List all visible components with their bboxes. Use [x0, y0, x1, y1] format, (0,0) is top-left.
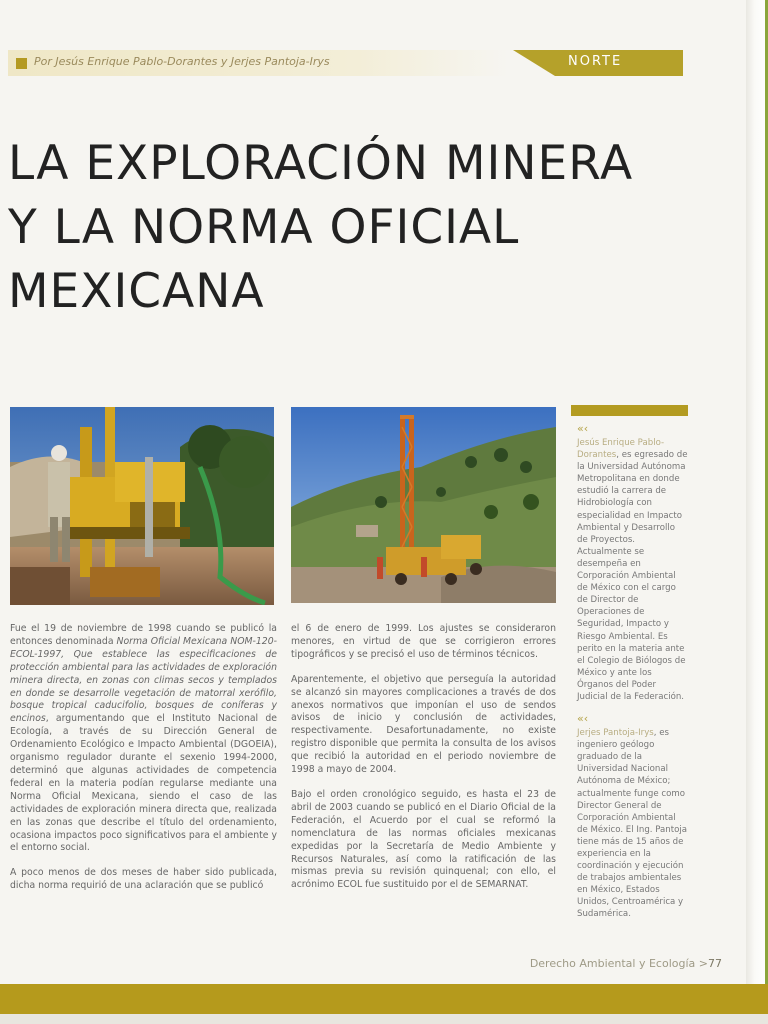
title-line-2: Y LA NORMA OFICIAL	[8, 200, 520, 255]
author-1-name: Jesús Enrique Pablo-Dorantes	[577, 438, 665, 461]
photo-drilling-rig	[10, 407, 274, 605]
author-2-name: Jerjes Pantoja-Irys	[577, 728, 654, 739]
author-sidebar	[571, 405, 688, 931]
byline: Por Jesús Enrique Pablo-Dorantes y Jerjes Pantoja-Irys	[34, 55, 330, 68]
article-column-1	[10, 623, 277, 905]
title-line-3: MEXICANA	[8, 264, 265, 319]
article-paragraph-3: el 6 de enero de 1999. Los ajustes se consideraron menores, en virtud de que se corrigieron errores tipográficos y se precisó el uso de términos técnicos.	[291, 623, 556, 660]
page-footer	[530, 957, 722, 970]
article-paragraph-5: Bajo el orden cronológico seguido, es hasta el 23 de abril de 2003 cuando se publicó en el Diario Oficial de la Federación, el Acuerdo por el cual se reformó la nomenclatura de las normas oficiales mexicanas expedidas por la Secretaría de Medio Ambiente y Recursos Naturales, así como la ratificación de las mismas previa su revisión quinquenal; con ello, el acrónimo ECOL fue sustituido por el de SEMARNAT.	[291, 788, 556, 891]
article-paragraph-4: Aparentemente, el objetivo que perseguía la autoridad se alcanzó sin mayores complicaciones a través de dos anexos normativos que imponían el uso de sendos avisos de inicio y conclusión de actividades, respectivamente. Desafortunadamente, no existe registro disponible que permita la consulta de los avisos que recibió la autoridad en el periodo noviembre de 1998 a mayo de 2004.	[291, 673, 556, 776]
page-number: 77	[708, 957, 722, 970]
page-edge	[746, 0, 768, 1024]
article-title	[8, 132, 708, 324]
paragraph-1-intro: Fue el 19 de noviembre de 1998 cuando se publicó la entonces denominada	[10, 623, 277, 647]
article-paragraph-1	[10, 623, 277, 855]
author-bio-1	[577, 437, 688, 703]
author-2-bio: , es ingeniero geólogo graduado de la Universidad Nacional Autónoma de México; actualmente funge como Director General de Corporación Ambiental de México. El Ing. Pantoja tiene más de 15 años de experiencia en la coordinación y ejecución de trabajos ambientales en México, Estados Unidos, Centroamérica y Sudamérica.	[577, 728, 688, 920]
photo-drill-tower	[291, 407, 556, 603]
quote-mark-icon: «‹	[577, 712, 589, 726]
quote-mark-icon: «‹	[577, 422, 589, 435]
paragraph-1-rest: , argumentando que el Instituto Nacional de Ecología, a través de su Dirección General de Ordenamiento Ecológico e Impacto Ambiental (DGOEIA), organismo regulador durante el sexenio 1994-2000, determinó que algunas actividades de competencia federal en la materia podían regularse mediante una Norma Oficial Mexicana, siendo el caso de las actividades de exploración minera directa que, realizada en las zonas que describe el título del ordenamiento, ocasiona impactos poco significativos para el ambiente y el entorno social.	[10, 713, 277, 854]
author-1-bio: , es egresado de la Universidad Autónoma Metropolitana en donde estudió la carrera de Hidrobiología con especialidad en Impacto Ambiental y Desarrollo de Proyectos. Actualmente se desempeña en Corporación Ambiental de México con el cargo de Director de Operaciones de Seguridad, Impacto y Riesgo Ambiental. Es perito en la materia ante el Colegio de Biólogos de México y ante los Órganos del Poder Judicial de la Federación.	[577, 450, 688, 702]
header-strip	[8, 50, 683, 76]
section-tab-label: NORTE	[568, 54, 623, 69]
author-bio-2	[577, 727, 688, 921]
article-paragraph-2: A poco menos de dos meses de haber sido publicada, dicha norma requirió de una aclaración que se publicó	[10, 867, 277, 892]
norm-title: Norma Oficial Mexicana NOM-120-ECOL-1997, Que establece las especificaciones de protección ambiental para las actividades de exploración minera directa, en zonas con climas secos y templados en donde se desarrolle vegetación de matorral xerófilo, bosque tropical caducifolio, bosques de coníferas y encinos	[10, 635, 277, 725]
sidebar-band	[571, 405, 688, 416]
title-line-1: LA EXPLORACIÓN MINERA	[8, 136, 634, 191]
page-arrow-icon: >	[698, 957, 708, 970]
magazine-name: Derecho Ambiental y Ecología	[529, 957, 696, 970]
bottom-gold-bar	[0, 984, 768, 1014]
byline-square-icon	[16, 58, 27, 69]
article-column-2	[291, 623, 556, 904]
